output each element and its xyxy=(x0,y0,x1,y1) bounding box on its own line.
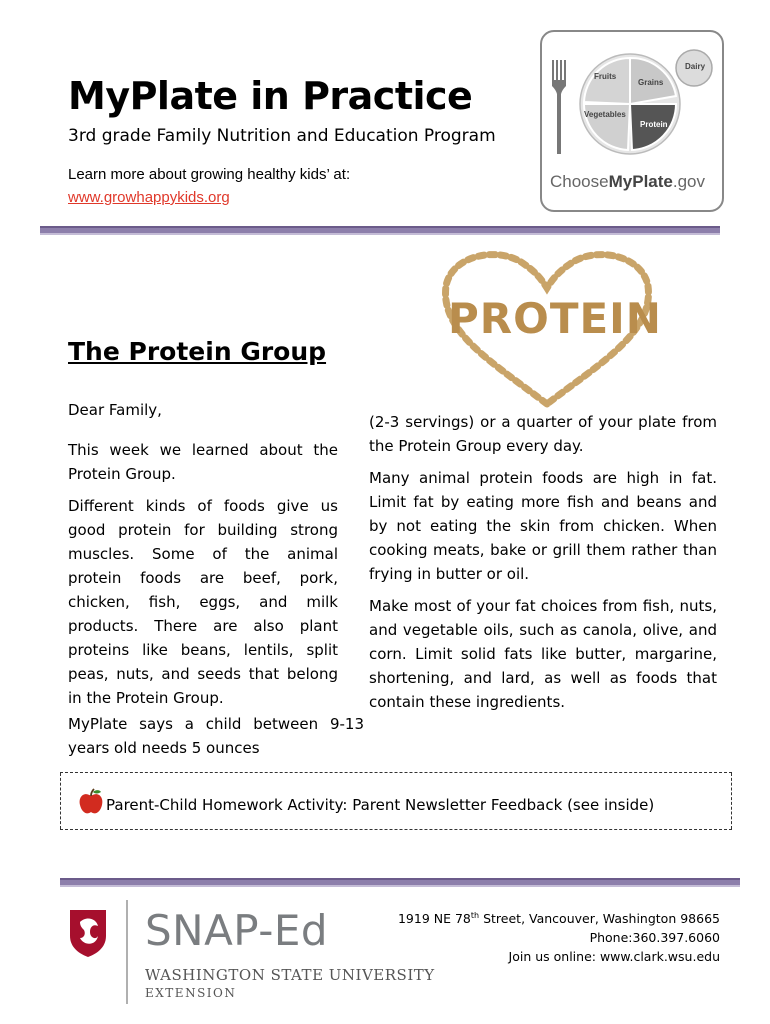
grains-label: Grains xyxy=(638,78,664,87)
wsu-cougar-logo xyxy=(68,908,108,963)
growhappykids-link[interactable]: www.growhappykids.org xyxy=(68,189,230,206)
protein-heart-word: PROTEIN xyxy=(448,294,662,343)
protein-label: Protein xyxy=(640,120,668,129)
footer-divider xyxy=(60,878,740,887)
vegetables-label: Vegetables xyxy=(584,110,626,119)
section-title: The Protein Group xyxy=(68,337,327,366)
dairy-label: Dairy xyxy=(685,62,706,71)
myplate-logo xyxy=(540,30,724,212)
header-divider xyxy=(40,226,720,235)
website-info: Join us online: www.clark.wsu.edu xyxy=(508,949,720,965)
page-title: MyPlate in Practice xyxy=(68,74,473,118)
extension-label: EXTENSION xyxy=(145,986,237,1000)
paragraph-5: Many animal protein foods are high in fat. Limit fat by eating more fish and beans and by not eating the skin from chicken. When cooking meats, bake or grill them rather than frying in butter or oil. xyxy=(369,469,717,583)
protein-heart-image xyxy=(432,242,662,412)
paragraph-6: Make most of your fat choices from fish, nuts, and vegetable oils, such as canola, olive, and corn. Limit solid fats like butter, margarine, shortening, and lard, as well as foods that contain these ingredients. xyxy=(369,597,717,711)
fork-icon xyxy=(552,60,566,154)
learn-more-text: Learn more about growing healthy kids’ at: xyxy=(68,166,351,183)
column-1-tail xyxy=(68,712,364,768)
fruits-label: Fruits xyxy=(594,72,617,81)
apple-icon xyxy=(78,788,104,821)
column-2 xyxy=(369,410,717,722)
footer-vertical-divider xyxy=(126,900,128,1004)
paragraph-2: Different kinds of foods give us good protein for building strong muscles. Some of the animal protein foods are beef, pork, chicken, fish, eggs, and milk products. There are also plant proteins like beans, lentils, split peas, nuts, and seeds that belong in the Protein Group. xyxy=(68,497,338,707)
greeting: Dear Family, xyxy=(68,401,162,419)
contact-info xyxy=(398,906,720,966)
wsu-name: WASHINGTON STATE UNIVERSITY xyxy=(145,966,435,984)
paragraph-1: This week we learned about the Protein Group. xyxy=(68,441,338,483)
snap-ed-title: SNAP-Ed xyxy=(145,906,329,955)
paragraph-4: (2-3 servings) or a quarter of your plate from the Protein Group every day. xyxy=(369,413,717,455)
phone-number: Phone:360.397.6060 xyxy=(589,930,720,946)
homework-activity: Parent-Child Homework Activity: Parent Newsletter Feedback (see inside) xyxy=(106,796,655,814)
paragraph-3: MyPlate says a child between 9-13 years old needs 5 ounces xyxy=(68,715,364,757)
program-subtitle: 3rd grade Family Nutrition and Education Program xyxy=(68,126,496,146)
choosemyplate-brand: ChooseMyPlate.gov xyxy=(550,172,705,191)
street-address: 1919 NE 78th Street, Vancouver, Washington 98665 xyxy=(397,911,720,927)
column-1 xyxy=(68,398,338,718)
